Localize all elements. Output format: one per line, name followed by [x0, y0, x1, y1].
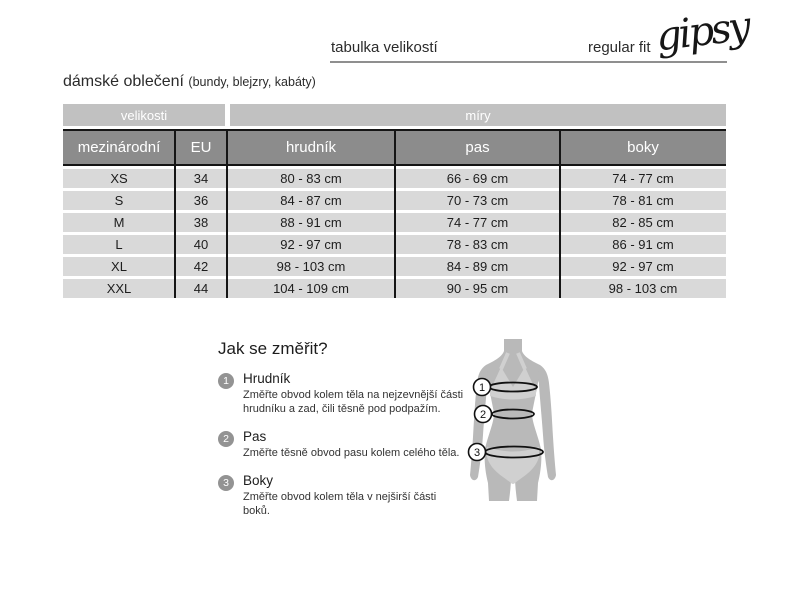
step-number-badge: 2 [218, 431, 234, 447]
column-header-eu: EU [190, 139, 212, 156]
cell-chest: 88 - 91 cm [227, 213, 395, 232]
cell-size: M [63, 213, 175, 232]
female-silhouette-icon [440, 325, 600, 590]
cell-eu: 36 [175, 191, 227, 210]
step-title: Hrudník [243, 371, 291, 386]
cell-chest: 98 - 103 cm [227, 257, 395, 276]
category-line [63, 73, 316, 91]
measure-step-hips [218, 473, 463, 518]
size-table [63, 104, 726, 298]
step-title: Pas [243, 429, 267, 444]
svg-text:1: 1 [478, 382, 486, 394]
page-title: tabulka velikostí [331, 39, 438, 56]
cell-chest: 84 - 87 cm [227, 191, 395, 210]
column-header-waist: pas [465, 139, 490, 156]
column-header-international: mezinárodní [77, 139, 161, 156]
cell-size: XL [63, 257, 175, 276]
cell-waist: 66 - 69 cm [395, 169, 560, 188]
group-header-sizes: velikosti [63, 104, 225, 126]
step-description: Změřte obvod kolem těla na nejzevnější části hrudníku a zad, čili těsně pod podpažím. [243, 389, 464, 415]
figure-marker-3 [469, 444, 486, 461]
how-to-measure-heading: Jak se změřit? [218, 339, 328, 358]
cell-size: L [63, 235, 175, 254]
step-description: Změřte obvod kolem těla v nejširší části boků. [243, 491, 437, 517]
cell-chest: 104 - 109 cm [227, 279, 395, 298]
cell-hips: 78 - 81 cm [560, 191, 726, 210]
table-body [63, 129, 726, 298]
cell-chest: 80 - 83 cm [227, 169, 395, 188]
step-number-badge: 1 [218, 373, 234, 389]
cell-waist: 70 - 73 cm [395, 191, 560, 210]
cell-eu: 34 [175, 169, 227, 188]
group-header-row [63, 104, 726, 126]
figure-marker-1 [474, 379, 491, 396]
cell-eu: 38 [175, 213, 227, 232]
cell-size: S [63, 191, 175, 210]
column-divider [394, 129, 396, 298]
cell-eu: 42 [175, 257, 227, 276]
cell-waist: 90 - 95 cm [395, 279, 560, 298]
cell-size: XS [63, 169, 175, 188]
cell-hips: 98 - 103 cm [560, 279, 726, 298]
cell-hips: 82 - 85 cm [560, 213, 726, 232]
cell-waist: 78 - 83 cm [395, 235, 560, 254]
group-header-measures: míry [230, 104, 726, 126]
cell-hips: 86 - 91 cm [560, 235, 726, 254]
header-divider [330, 61, 727, 63]
step-description: Změřte těsně obvod pasu kolem celého těla. [243, 447, 460, 459]
brand-logo: gipsy [653, 3, 751, 61]
fit-label: regular fit [588, 39, 651, 56]
cell-size: XXL [63, 279, 175, 298]
column-header-hips: boky [627, 139, 659, 156]
column-divider [174, 129, 176, 298]
cell-waist: 74 - 77 cm [395, 213, 560, 232]
measure-step-chest [218, 371, 463, 416]
step-number-badge: 3 [218, 475, 234, 491]
category-note: (bundy, blejzry, kabáty) [188, 75, 316, 89]
column-divider [226, 129, 228, 298]
measure-steps [218, 371, 463, 531]
svg-text:2: 2 [479, 409, 487, 421]
column-header-chest: hrudník [285, 139, 337, 156]
cell-eu: 44 [175, 279, 227, 298]
body-measure-figure [440, 325, 600, 590]
cell-chest: 92 - 97 cm [227, 235, 395, 254]
column-divider [559, 129, 561, 298]
figure-marker-2 [475, 406, 492, 423]
svg-text:3: 3 [473, 447, 481, 459]
measure-step-waist [218, 429, 463, 460]
category-name: dámské oblečení [63, 73, 184, 90]
cell-hips: 74 - 77 cm [560, 169, 726, 188]
cell-eu: 40 [175, 235, 227, 254]
cell-waist: 84 - 89 cm [395, 257, 560, 276]
cell-hips: 92 - 97 cm [560, 257, 726, 276]
step-title: Boky [243, 473, 274, 488]
